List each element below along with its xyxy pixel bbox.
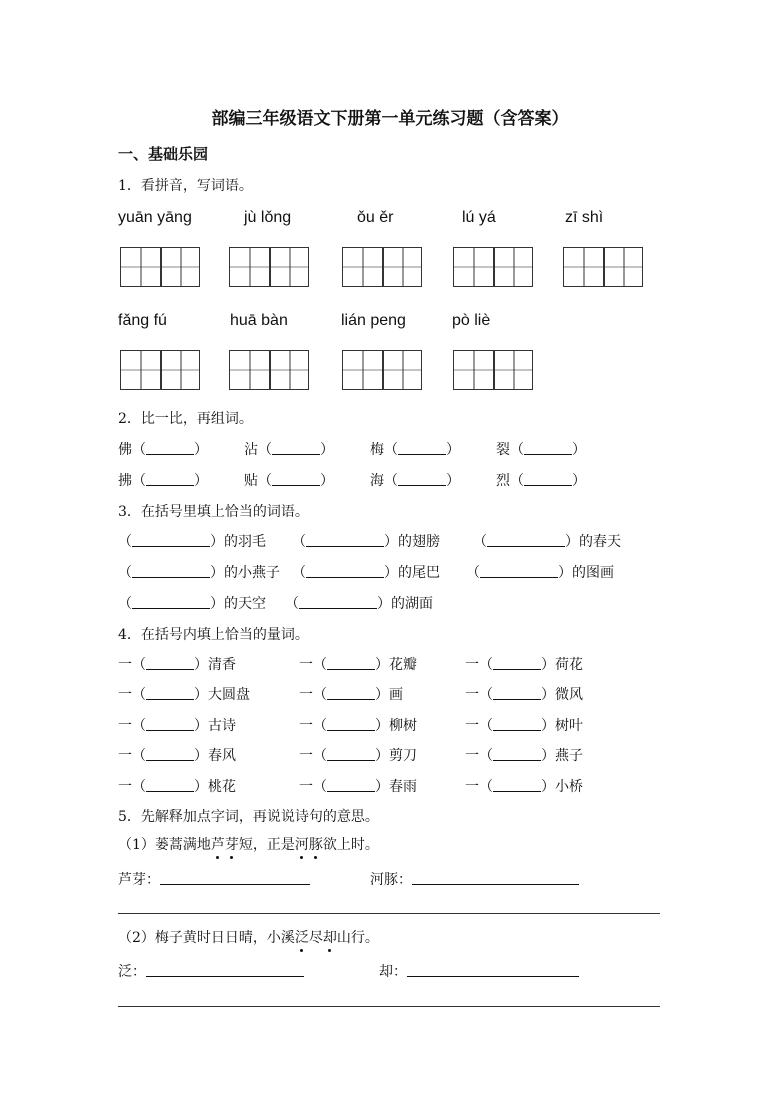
compare-item: 烈（ ）	[496, 473, 586, 489]
answer-blank[interactable]	[327, 718, 375, 731]
compare-item: 沾（ ）	[244, 442, 334, 458]
measure-prefix: 一	[299, 687, 313, 703]
answer-blank[interactable]	[398, 473, 446, 486]
pinyin-fangfu: fǎng fú	[118, 312, 167, 329]
measure-item: 一（ ）画	[299, 687, 403, 703]
answer-blank[interactable]	[493, 779, 541, 792]
fill-suffix: 的小燕子	[224, 565, 280, 581]
measure-noun: 桃花	[208, 779, 236, 795]
measure-noun: 画	[389, 687, 403, 703]
fill-item: （ ）的天空	[118, 596, 266, 612]
question-5-prompt: 5．先解释加点字词，再说说诗句的意思。	[118, 809, 379, 825]
measure-prefix: 一	[299, 748, 313, 764]
measure-item: 一（ ）清香	[118, 657, 236, 673]
measure-noun: 花瓣	[389, 657, 417, 673]
measure-item: 一（ ）荷花	[465, 657, 583, 673]
explain-label: 却：	[379, 964, 407, 980]
pinyin-polie: pò liè	[452, 312, 491, 329]
explain-label: 泛：	[118, 964, 146, 980]
compare-char: 沾	[244, 442, 258, 458]
answer-blank[interactable]	[524, 473, 572, 486]
measure-item: 一（ ）柳树	[299, 718, 417, 734]
measure-item: 一（ ）微风	[465, 687, 583, 703]
pinyin-huaban: huā bàn	[230, 312, 288, 329]
answer-blank[interactable]	[132, 534, 210, 547]
section-heading: 一、基础乐园	[118, 145, 209, 163]
measure-noun: 小桥	[555, 779, 583, 795]
question-4-prompt: 4．在括号内填上恰当的量词。	[118, 627, 309, 643]
answer-blank[interactable]	[493, 748, 541, 761]
measure-item: 一（ ）大圆盘	[118, 687, 250, 703]
page-title: 部编三年级语文下册第一单元练习题（含答案）	[211, 109, 569, 129]
measure-prefix: 一	[299, 779, 313, 795]
fill-item: （ ）的小燕子	[118, 565, 280, 581]
answer-blank[interactable]	[306, 565, 384, 578]
answer-blank[interactable]	[146, 473, 194, 486]
answer-blank[interactable]	[412, 872, 579, 885]
poem-text: 蒌蒿满地	[154, 837, 211, 853]
measure-noun: 荷花	[555, 657, 583, 673]
poem-line-1	[118, 834, 379, 854]
answer-blank[interactable]	[146, 657, 194, 670]
measure-noun: 春雨	[389, 779, 417, 795]
poem-text: 短，正是	[238, 837, 295, 853]
writing-grid[interactable]	[453, 350, 533, 390]
measure-item: 一（ ）古诗	[118, 718, 236, 734]
measure-item: 一（ ）树叶	[465, 718, 583, 734]
answer-blank[interactable]	[327, 779, 375, 792]
poem-text: 尽	[308, 930, 323, 946]
measure-noun: 古诗	[208, 718, 236, 734]
measure-prefix: 一	[465, 718, 479, 734]
answer-blank[interactable]	[327, 657, 375, 670]
fill-item: （ ）的尾巴	[292, 565, 440, 581]
writing-grid[interactable]	[120, 350, 200, 390]
answer-blank[interactable]	[146, 687, 194, 700]
fill-item: （ ）的羽毛	[118, 534, 266, 550]
fill-item: （ ）的图画	[466, 565, 614, 581]
measure-noun: 柳树	[389, 718, 417, 734]
answer-blank[interactable]	[407, 964, 579, 977]
measure-prefix: 一	[299, 718, 313, 734]
dotted-char: 芦	[211, 834, 225, 854]
explain-label: 河豚：	[370, 872, 412, 888]
measure-prefix: 一	[299, 657, 313, 673]
measure-noun: 微风	[555, 687, 583, 703]
measure-prefix: 一	[465, 779, 479, 795]
compare-item: 梅（ ）	[370, 442, 460, 458]
measure-noun: 剪刀	[389, 748, 417, 764]
fill-suffix: 的尾巴	[398, 565, 440, 581]
fill-suffix: 的湖面	[391, 596, 433, 612]
fill-suffix: 的羽毛	[224, 534, 266, 550]
measure-noun: 清香	[208, 657, 236, 673]
explain-field	[379, 961, 579, 981]
answer-line[interactable]	[118, 1006, 660, 1007]
answer-blank[interactable]	[146, 964, 304, 977]
answer-blank[interactable]	[524, 442, 572, 455]
writing-grid[interactable]	[563, 247, 643, 287]
measure-prefix: 一	[118, 779, 132, 795]
compare-item: 裂（ ）	[496, 442, 586, 458]
answer-blank[interactable]	[493, 718, 541, 731]
compare-item: 海（ ）	[370, 473, 460, 489]
measure-item: 一（ ）花瓣	[299, 657, 417, 673]
answer-line[interactable]	[118, 913, 660, 914]
answer-blank[interactable]	[272, 473, 320, 486]
measure-item: 一（ ）燕子	[465, 748, 583, 764]
answer-blank[interactable]	[272, 442, 320, 455]
compare-char: 裂	[496, 442, 510, 458]
fill-item: （ ）的湖面	[285, 596, 433, 612]
compare-item: 佛（ ）	[118, 442, 208, 458]
pinyin-zishi: zī shì	[565, 209, 604, 226]
compare-char: 佛	[118, 442, 132, 458]
measure-noun: 大圆盘	[208, 687, 250, 703]
explain-field	[118, 961, 304, 981]
compare-char: 梅	[370, 442, 384, 458]
measure-noun: 树叶	[555, 718, 583, 734]
dotted-char: 泛	[295, 927, 309, 947]
dotted-char: 豚	[309, 834, 323, 854]
answer-blank[interactable]	[132, 596, 210, 609]
measure-prefix: 一	[118, 748, 132, 764]
measure-item: 一（ ）小桥	[465, 779, 583, 795]
explain-field	[118, 869, 310, 889]
compare-char: 拂	[118, 473, 132, 489]
dotted-char: 河	[295, 834, 309, 854]
measure-item: 一（ ）桃花	[118, 779, 236, 795]
writing-grid[interactable]	[342, 350, 422, 390]
fill-item: （ ）的春天	[473, 534, 621, 550]
fill-suffix: 的天空	[224, 596, 266, 612]
answer-blank[interactable]	[146, 442, 194, 455]
measure-prefix: 一	[118, 657, 132, 673]
compare-char: 烈	[496, 473, 510, 489]
fill-suffix: 的春天	[579, 534, 621, 550]
answer-blank[interactable]	[160, 872, 310, 885]
compare-char: 海	[370, 473, 384, 489]
measure-noun: 燕子	[555, 748, 583, 764]
answer-blank[interactable]	[398, 442, 446, 455]
question-2-prompt: 2．比一比，再组词。	[118, 411, 253, 427]
answer-blank[interactable]	[327, 748, 375, 761]
fill-suffix: 的图画	[572, 565, 614, 581]
pinyin-julong: jù lǒng	[244, 209, 292, 226]
writing-grid[interactable]	[342, 247, 422, 287]
poem-text: 山行。	[336, 930, 379, 946]
writing-grid[interactable]	[453, 247, 533, 287]
measure-item: 一（ ）剪刀	[299, 748, 417, 764]
poem-text: 梅子黄时日日晴，小溪	[154, 930, 295, 946]
compare-item: 拂（ ）	[118, 473, 208, 489]
poem-line-2	[118, 927, 379, 947]
pinyin-luya: lú yá	[462, 209, 496, 226]
measure-prefix: 一	[465, 687, 479, 703]
pinyin-yuanyang: yuān yāng	[118, 209, 192, 226]
measure-item: 一（ ）春风	[118, 748, 236, 764]
answer-blank[interactable]	[146, 748, 194, 761]
answer-blank[interactable]	[306, 534, 384, 547]
fill-item: （ ）的翅膀	[292, 534, 440, 550]
measure-prefix: 一	[118, 718, 132, 734]
question-1-prompt: 1．看拼音，写词语。	[118, 178, 253, 194]
writing-grid[interactable]	[120, 247, 200, 287]
pinyin-ouer: ǒu ěr	[357, 209, 394, 226]
measure-prefix: 一	[465, 657, 479, 673]
measure-item: 一（ ）春雨	[299, 779, 417, 795]
measure-noun: 春风	[208, 748, 236, 764]
fill-suffix: 的翅膀	[398, 534, 440, 550]
writing-grid[interactable]	[229, 247, 309, 287]
answer-blank[interactable]	[132, 565, 210, 578]
answer-blank[interactable]	[146, 718, 194, 731]
measure-prefix: 一	[118, 687, 132, 703]
explain-field	[370, 869, 579, 889]
writing-grid[interactable]	[229, 350, 309, 390]
explain-label: 芦芽：	[118, 872, 160, 888]
pinyin-lianpeng: lián peng	[341, 312, 406, 329]
answer-blank[interactable]	[493, 687, 541, 700]
answer-blank[interactable]	[299, 596, 377, 609]
item-number: （2）	[118, 930, 155, 946]
answer-blank[interactable]	[146, 779, 194, 792]
dotted-char: 芽	[225, 834, 239, 854]
question-3-prompt: 3．在括号里填上恰当的词语。	[118, 504, 309, 520]
measure-prefix: 一	[465, 748, 479, 764]
compare-char: 贴	[244, 473, 258, 489]
answer-blank[interactable]	[480, 565, 558, 578]
item-number: （1）	[118, 837, 155, 853]
dotted-char: 却	[323, 927, 337, 947]
poem-text: 欲上时。	[322, 837, 379, 853]
answer-blank[interactable]	[487, 534, 565, 547]
answer-blank[interactable]	[493, 657, 541, 670]
compare-item: 贴（ ）	[244, 473, 334, 489]
answer-blank[interactable]	[327, 687, 375, 700]
